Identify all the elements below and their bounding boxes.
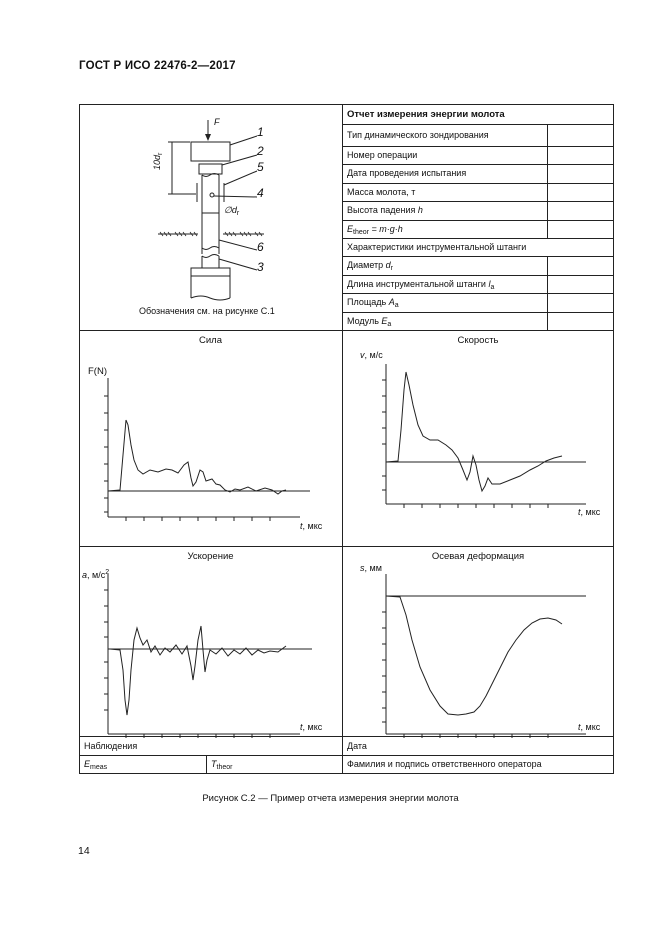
acceleration-ylabel: a, $м/с^2$: [82, 569, 110, 580]
callout-3: 3: [257, 260, 264, 274]
velocity-curve: [386, 372, 562, 491]
force-curve: [108, 420, 286, 494]
callout-4: 4: [257, 186, 264, 200]
axis-ticks: [104, 380, 548, 738]
deformation-chart-title: Осевая деформация: [431, 551, 525, 562]
deformation-curve: [386, 596, 562, 715]
energy-formula: $E_{theor} = m\cdot g\cdot h$: [347, 224, 403, 236]
force-ylabel: F(N): [88, 366, 107, 377]
report-row-label: Тип динамического зондирования: [347, 130, 489, 140]
report-row-label: Модуль $E_a$: [347, 316, 392, 328]
force-xlabel: t, мкс: [300, 521, 323, 531]
report-row-label: Номер операции: [347, 150, 418, 160]
acceleration-curve: [110, 626, 286, 715]
report-row-label: Высота падения h: [347, 205, 423, 215]
force-chart-title: Сила: [199, 335, 222, 346]
velocity-xlabel: t, мкс: [578, 507, 601, 517]
diameter-label: $\emptyset d_r$: [224, 205, 240, 217]
report-row-label: Дата проведения испытания: [347, 168, 467, 178]
dimension-label: $10d_r$: [152, 152, 164, 170]
e-meas-label: $E_{meas}$: [84, 759, 108, 771]
velocity-ylabel: v, м/с: [360, 350, 383, 360]
report-title: Отчет измерения энергии молота: [347, 109, 505, 120]
t-theor-label: $T_{theor}$: [211, 759, 233, 771]
acceleration-xlabel: t, мкс: [300, 722, 323, 732]
report-row-label: Масса молота, т: [347, 187, 416, 197]
deformation-xlabel: t, мкс: [578, 722, 601, 732]
report-row-label: Диаметр $d_r$: [347, 260, 394, 272]
date-label: Дата: [347, 741, 367, 751]
acceleration-chart-title: Ускорение: [187, 551, 234, 562]
report-row-label: Длина инструментальной штанги $l_a$: [347, 279, 495, 291]
force-label: F: [214, 117, 220, 127]
figure-caption: Рисунок С.2 — Пример отчета измерения энергии молота: [202, 793, 459, 804]
operator-label: Фамилия и подпись ответственного оператора: [347, 759, 542, 769]
callout-5: 5: [257, 160, 264, 174]
force-axes: [108, 378, 310, 517]
report-section-label: Характеристики инструментальной штанги: [347, 242, 527, 252]
page-number: 14: [78, 845, 90, 857]
observations-label: Наблюдения: [84, 741, 138, 751]
callout-2: 2: [257, 144, 264, 158]
deformation-ylabel: s, мм: [360, 563, 382, 573]
report-row-label: Площадь $A_a$: [347, 297, 399, 309]
callout-1: 1: [257, 125, 264, 139]
callout-6: 6: [257, 240, 264, 254]
velocity-chart-title: Скорость: [457, 335, 499, 346]
acceleration-axes: [108, 574, 312, 734]
document-header: ГОСТ Р ИСО 22476-2—2017: [79, 60, 236, 72]
diagram-note: Обозначения см. на рисунке С.1: [139, 306, 275, 316]
